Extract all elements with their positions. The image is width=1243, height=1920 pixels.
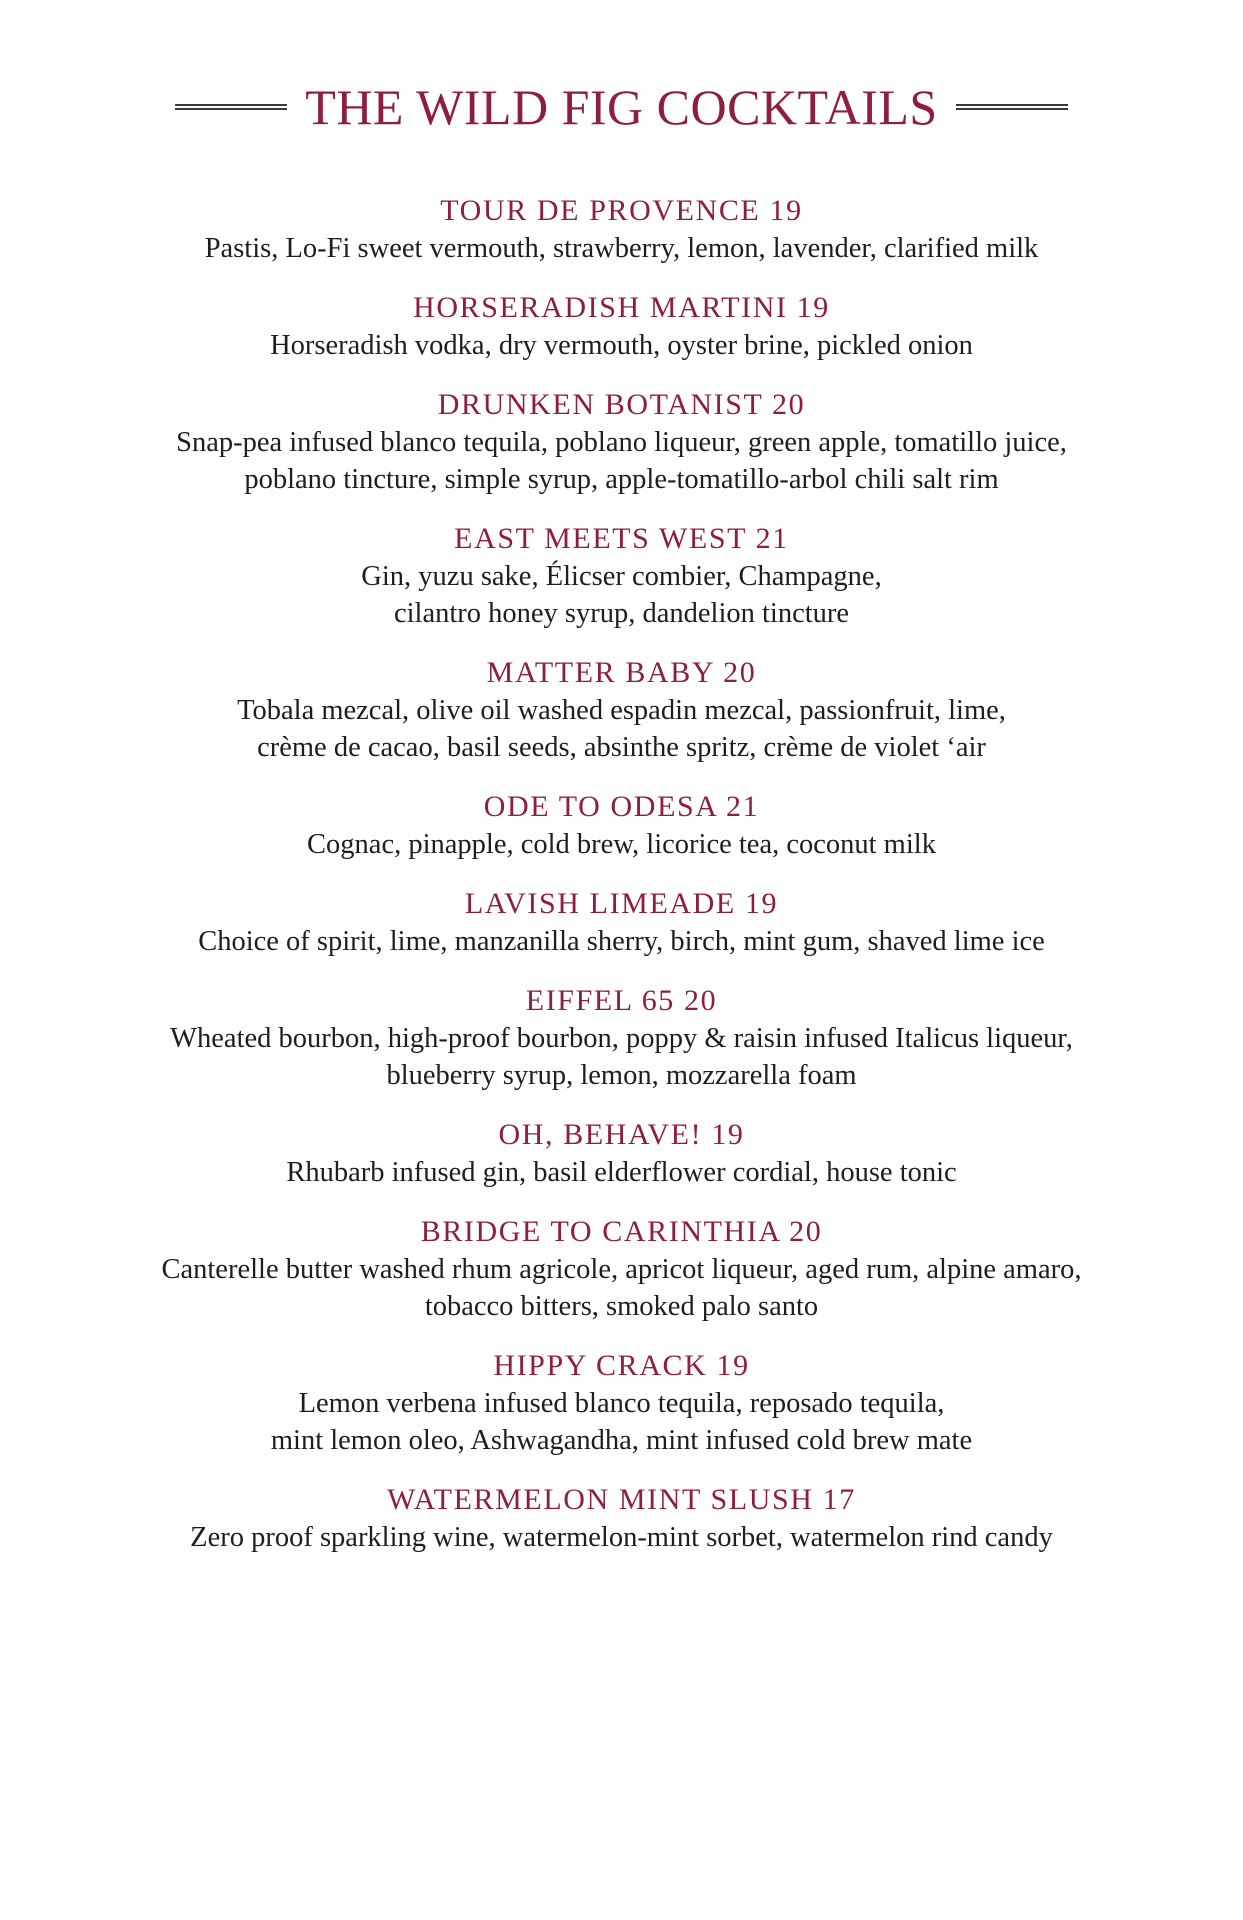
cocktail-price: 20 [684,984,718,1017]
cocktail-item [0,788,1243,863]
cocktail-price: 19 [769,194,803,227]
cocktail-name: WATERMELON MINT SLUSH [387,1483,814,1516]
cocktail-price: 17 [822,1483,856,1516]
cocktail-description-line: cilantro honey syrup, dandelion tincture [393,598,850,629]
cocktail-item [0,885,1243,960]
cocktail-name: DRUNKEN BOTANIST [437,388,763,421]
cocktail-description-line: Wheated bourbon, high-proof bourbon, poppy & raisin infused Italicus liqueur, [170,1023,1073,1054]
left-double-rule [175,104,287,110]
cocktail-name: LAVISH LIMEADE [464,887,736,920]
cocktail-heading [0,192,1243,230]
cocktail-description-line: Tobala mezcal, olive oil washed espadin mezcal, passionfruit, lime, [237,695,1006,726]
cocktail-heading [0,1213,1243,1251]
cocktail-heading [0,885,1243,923]
cocktail-description-line: Zero proof sparkling wine, watermelon-mint sorbet, watermelon rind candy [190,1522,1053,1553]
cocktail-heading [0,1481,1243,1519]
cocktail-description-line: Pastis, Lo-Fi sweet vermouth, strawberry, lemon, lavender, clarified milk [204,233,1039,264]
cocktail-name: EIFFEL 65 [525,984,675,1017]
cocktail-heading [0,289,1243,327]
cocktail-price: 19 [796,291,830,324]
cocktail-description-line: blueberry syrup, lemon, mozzarella foam [386,1060,857,1091]
cocktail-description-line: Horseradish vodka, dry vermouth, oyster brine, pickled onion [270,330,973,361]
cocktail-item [0,1347,1243,1459]
cocktail-item [0,386,1243,498]
cocktail-item [0,654,1243,766]
cocktail-description-line: Gin, yuzu sake, Élicser combier, Champagne, [361,561,882,592]
cocktail-price: 20 [789,1215,823,1248]
cocktail-item [0,1481,1243,1556]
cocktail-price: 19 [716,1349,750,1382]
cocktail-description-line: Snap-pea infused blanco tequila, poblano liqueur, green apple, tomatillo juice, [176,427,1067,458]
cocktail-description-line: Cognac, pinapple, cold brew, licorice tea, coconut milk [307,829,936,860]
cocktail-price: 21 [755,522,789,555]
cocktail-name: TOUR DE PROVENCE [440,194,761,227]
cocktail-description-line: crème de cacao, basil seeds, absinthe spritz, crème de violet ‘air [257,732,986,763]
cocktail-description-line: tobacco bitters, smoked palo santo [424,1291,819,1322]
cocktail-description-line: Lemon verbena infused blanco tequila, reposado tequila, [298,1388,945,1419]
cocktail-description-line: Choice of spirit, lime, manzanilla sherry, birch, mint gum, shaved lime ice [198,926,1045,957]
cocktail-price: 20 [723,656,757,689]
cocktail-heading [0,386,1243,424]
cocktail-price: 19 [744,887,779,920]
cocktail-heading [0,1347,1243,1385]
cocktail-price: 20 [772,388,806,421]
cocktail-item [0,520,1243,632]
menu-title: THE WILD FIG COCKTAILS [305,79,938,135]
cocktail-heading [0,788,1243,826]
cocktail-item [0,289,1243,364]
cocktail-heading [0,520,1243,558]
cocktail-name: MATTER BABY [486,656,715,689]
cocktail-name: EAST MEETS WEST [454,522,747,555]
cocktail-description-line: poblano tincture, simple syrup, apple-tomatillo-arbol chili salt rim [244,464,999,495]
cocktail-item [0,1116,1243,1191]
menu-header [0,79,1243,135]
cocktail-list [0,192,1243,1578]
right-double-rule [956,104,1068,110]
cocktail-description-line: Rhubarb infused gin, basil elderflower cordial, house tonic [286,1157,957,1188]
cocktail-item [0,192,1243,267]
cocktail-item [0,982,1243,1094]
cocktail-name: ODE TO ODESA [483,790,717,823]
cocktail-heading [0,982,1243,1020]
cocktail-heading [0,1116,1243,1154]
cocktail-description-line: mint lemon oleo, Ashwagandha, mint infused cold brew mate [270,1425,973,1456]
cocktail-heading [0,654,1243,692]
cocktail-price: 19 [711,1118,745,1151]
cocktail-name: OH, BEHAVE! [498,1118,703,1151]
cocktail-name: HORSERADISH MARTINI [413,291,788,324]
cocktail-name: BRIDGE TO CARINTHIA [420,1215,780,1248]
cocktail-description-line: Canterelle butter washed rhum agricole, apricot liqueur, aged rum, alpine amaro, [161,1254,1082,1285]
cocktail-price: 21 [726,790,760,823]
cocktail-name: HIPPY CRACK [493,1349,708,1382]
cocktail-item [0,1213,1243,1325]
